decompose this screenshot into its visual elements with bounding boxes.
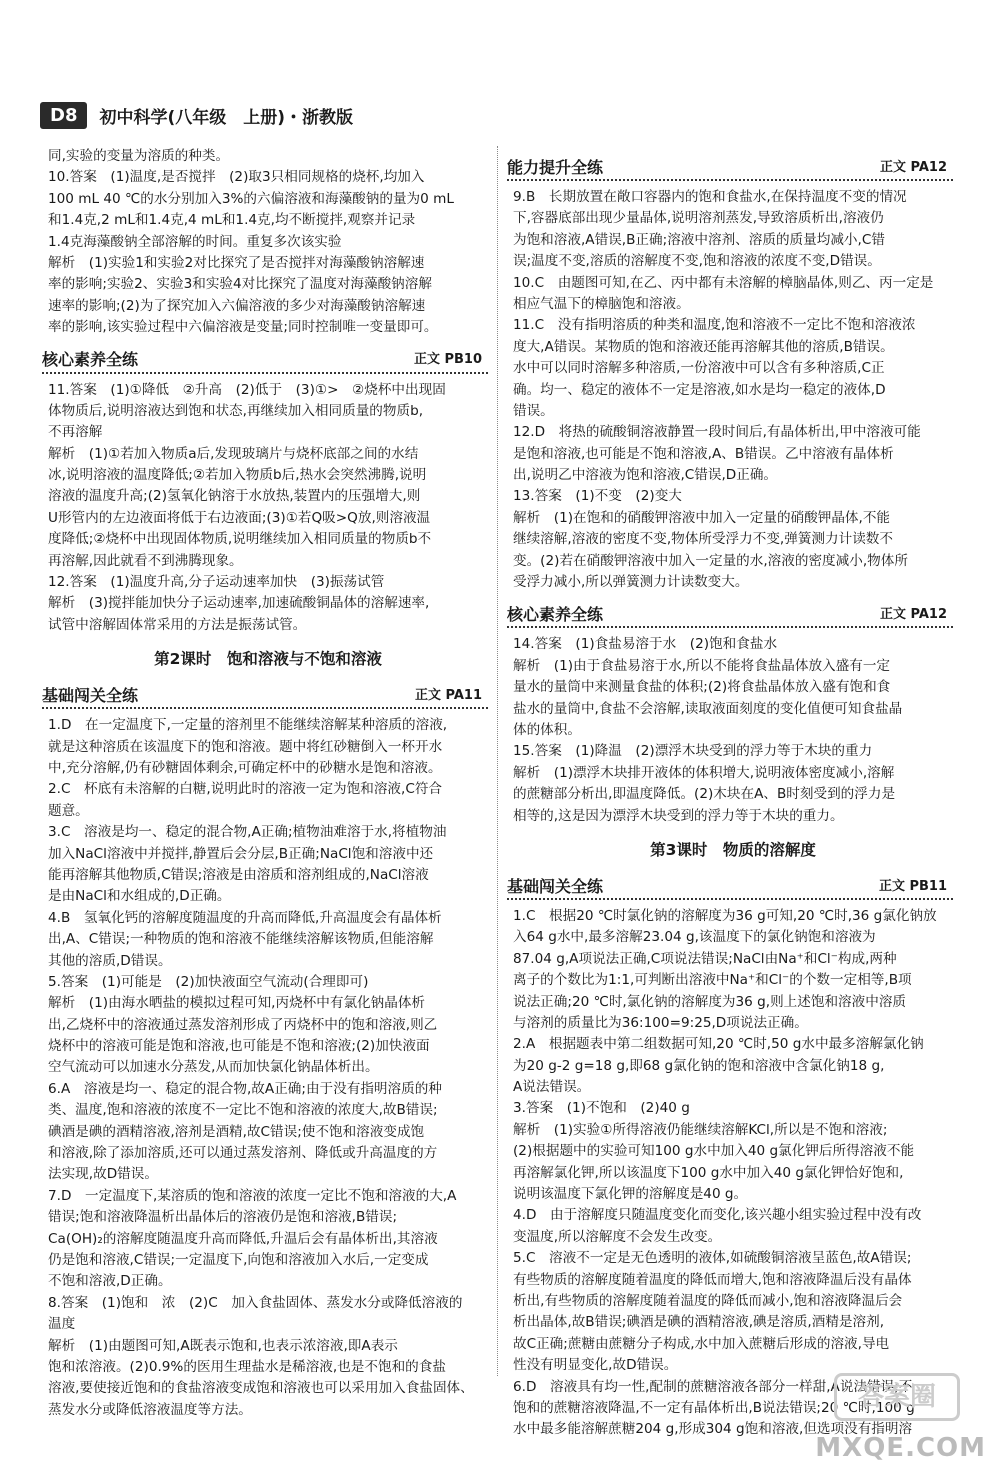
text-line: 空气流动可以加速水分蒸发,从而加快氯化钠晶体析出。 bbox=[48, 1059, 379, 1076]
text-line: 不再溶解 bbox=[48, 424, 103, 441]
section-heading bbox=[507, 599, 953, 628]
text-line: 入64 g水中,最多溶解23.04 g,该温度下的氯化钠饱和溶液为 bbox=[513, 929, 876, 946]
text-line: 8.答案 (1)饱和 浓 (2)C 加入食盐固体、蒸发水分或降低溶液的 bbox=[48, 1294, 463, 1311]
lesson-title: 第3课时 物质的溶解度 bbox=[650, 840, 816, 859]
text-line: 速率的影响;(2)为了探究加入六偏溶液的多少对海藻酸钠溶解速 bbox=[48, 297, 426, 314]
text-line: 为饱和溶液,A错误,B正确;溶液中溶剂、溶质的质量均减小,C错 bbox=[513, 231, 885, 248]
text-line: 是饱和溶液,也可能是不饱和溶液,A、B错误。乙中溶液有晶体析 bbox=[513, 445, 894, 462]
section-title: 核心素养全练 bbox=[42, 350, 139, 370]
text-line: 饱和浓溶液。(2)0.9%的医用生理盐水是稀溶液,也是不饱和的食盐 bbox=[48, 1358, 446, 1375]
text-line: 的蔗糖部分析出,即温度降低。(2)木块在A、B时刻受到的浮力是 bbox=[513, 786, 896, 803]
text-line: 盐水的量筒中,食盐不会溶解,读取液面刻度的变化值便可知食盐晶 bbox=[513, 700, 903, 717]
text-line: 量水的量筒中来测量食盐的体积;(2)将食盐晶体放入盛有饱和食 bbox=[513, 679, 891, 696]
text-line: 2.A 根据题表中第二组数据可知,20 ℃时,50 g水中最多溶解氯化钠 bbox=[513, 1036, 924, 1053]
section-title: 能力提升全练 bbox=[507, 157, 604, 177]
right-column bbox=[507, 146, 953, 1441]
text-line: 解析 (1)由于食盐易溶于水,所以不能将食盐晶体放入盛有一定 bbox=[513, 657, 891, 674]
watermark-url: MXQE.COM bbox=[815, 1433, 986, 1463]
text-line: 温度 bbox=[48, 1316, 76, 1333]
text-line: 溶液的温度升高;(2)氢氧化钠溶于水放热,装置内的压强增大,则 bbox=[48, 488, 421, 505]
text-line: 水中可以同时溶解多种溶质,一份溶液中可以含有多种溶质,C正 bbox=[513, 360, 885, 377]
text-line: 15.答案 (1)降温 (2)漂浮木块受到的浮力等于木块的重力 bbox=[513, 743, 873, 760]
text-line: 变温度,所以溶解度不会发生改变。 bbox=[513, 1228, 722, 1245]
text-line: 10.C 由题图可知,在乙、丙中都有未溶解的樟脑晶体,则乙、丙一定是 bbox=[513, 274, 934, 291]
text-line: 误;温度不变,溶质的溶解度不变,饱和溶液的浓度不变,D错误。 bbox=[513, 253, 881, 270]
column-divider bbox=[497, 146, 498, 1376]
text-line: 受浮力减小,所以弹簧测力计读数变大。 bbox=[513, 574, 749, 591]
text-line: 4.D 由于溶解度只随温度变化而变化,该兴趣小组实验过程中没有改 bbox=[513, 1207, 922, 1224]
text-line: 解析 (1)①若加入物质a后,发现玻璃片与烧杯底部之间的水结 bbox=[48, 445, 419, 462]
text-line: 3.C 溶液是均一、稳定的混合物,A正确;植物油难溶于水,将植物油 bbox=[48, 824, 447, 841]
text-line: 5.答案 (1)可能是 (2)加快液面空气流动(合理即可) bbox=[48, 973, 369, 990]
text-line: 说明该温度下氯化钾的溶解度是40 g。 bbox=[513, 1186, 748, 1203]
text-line: 试管中溶解固体常采用的方法是振荡试管。 bbox=[48, 616, 307, 633]
text-line: 和1.4克,2 mL和1.4克,4 mL和1.4克,均不断搅拌,观察并记录 bbox=[48, 212, 416, 229]
section-heading bbox=[507, 152, 953, 181]
text-line: 4.B 氢氧化钙的溶解度随温度的升高而降低,升高温度会有晶体析 bbox=[48, 909, 442, 926]
text-line: 饱和的蔗糖溶液降温,不一定有晶体析出,B说法错误;20 ℃时,100 g bbox=[513, 1399, 915, 1416]
text-line: 2.C 杯底有未溶解的白糖,说明此时的溶液一定为饱和溶液,C符合 bbox=[48, 781, 443, 798]
text-line: 冰,说明溶液的温度降低;②若加入物质b后,热水会突然沸腾,说明 bbox=[48, 467, 427, 484]
text-line: 10.答案 (1)温度,是否搅拌 (2)取3只相同规格的烧杯,均加入 bbox=[48, 169, 425, 186]
section-heading bbox=[507, 871, 953, 900]
text-line: 故C正确;蔗糖由蔗糖分子构成,水中加入蔗糖后形成的溶液,导电 bbox=[513, 1335, 890, 1352]
text-line: (2)根据题中的实验可知100 g水中加入40 g氯化钾后所得溶液不能 bbox=[513, 1143, 915, 1160]
text-line: 相应气温下的樟脑饱和溶液。 bbox=[513, 295, 690, 312]
text-line: 为20 g-2 g=18 g,即68 g氯化钠的饱和溶液中含氯化钠18 g, bbox=[513, 1057, 885, 1074]
text-line: 错误;饱和溶液降温析出晶体后的溶液仍是饱和溶液,B错误; bbox=[48, 1209, 398, 1226]
text-line: 不饱和溶液,D正确。 bbox=[48, 1273, 172, 1290]
text-line: 6.D 溶液具有均一性,配制的蔗糖溶液各部分一样甜,A说法错误;不 bbox=[513, 1378, 913, 1395]
text-line: 题意。 bbox=[48, 802, 89, 819]
text-line: 1.C 根据20 ℃时氯化钠的溶解度为36 g可知,20 ℃时,36 g氯化钠放 bbox=[513, 907, 937, 924]
text-line: 相等的,这是因为漂浮木块受到的浮力等于木块的重力。 bbox=[513, 807, 844, 824]
text-line: 100 mL 40 ℃的水分别加入3%的六偏溶液和海藻酸钠的量为0 mL bbox=[48, 190, 454, 207]
text-line: 出,A、C错误;一种物质的饱和溶液不能继续溶解该物质,但能溶解 bbox=[48, 931, 434, 948]
text-line: 解析 (1)由海水晒盐的模拟过程可知,丙烧杯中有氯化钠晶体析 bbox=[48, 995, 426, 1012]
text-line: 7.D 一定温度下,某溶质的饱和溶液的浓度一定比不饱和溶液的大,A bbox=[48, 1187, 457, 1204]
text-line: 法实现,故D错误。 bbox=[48, 1166, 158, 1183]
text-line: 水中最多能溶解蔗糖204 g,形成304 g饱和溶液,但选项没有指明溶 bbox=[513, 1421, 913, 1438]
section-title: 核心素养全练 bbox=[507, 605, 604, 625]
text-line: 变。(2)若在硝酸钾溶液中加入一定量的水,溶液的密度减小,物体所 bbox=[513, 552, 908, 569]
text-line: 加入NaCl溶液中并搅拌,静置后会分层,B正确;NaCl饱和溶液中还 bbox=[48, 845, 434, 862]
lesson-title: 第2课时 饱和溶液与不饱和溶液 bbox=[154, 650, 382, 669]
section-title: 基础闯关全练 bbox=[42, 685, 139, 705]
text-line: 溶液,要使接近饱和的食盐溶液变成饱和溶液也可以采用加入食盐固体、 bbox=[48, 1380, 474, 1397]
watermark-badge: 答案圈 bbox=[834, 1373, 960, 1421]
text-line: U形管内的左边液面将低于右边液面;(3)①若Q吸>Q放,则溶液温 bbox=[48, 509, 431, 526]
text-line: 解析 (1)在饱和的硝酸钾溶液中加入一定量的硝酸钾晶体,不能 bbox=[513, 509, 891, 526]
text-line: 解析 (1)实验①所得溶液仍能继续溶解KCl,所以是不饱和溶液; bbox=[513, 1121, 888, 1138]
text-line: 11.C 没有指明溶质的种类和温度,饱和溶液不一定比不饱和溶液浓 bbox=[513, 317, 916, 334]
text-line: 12.D 将热的硫酸铜溶液静置一段时间后,有晶体析出,甲中溶液可能 bbox=[513, 424, 921, 441]
section-page-ref: 正文 PA11 bbox=[414, 687, 482, 703]
section-page-ref: 正文 PA12 bbox=[879, 607, 947, 623]
text-line: 性没有明显变化,故D错误。 bbox=[513, 1357, 678, 1374]
text-line: 与溶剂的质量比为36:100=9:25,D项说法正确。 bbox=[513, 1014, 808, 1031]
text-line: 9.B 长期放置在敞口容器内的饱和食盐水,在保持温度不变的情况 bbox=[513, 189, 907, 205]
section-page-ref: 正文 PB11 bbox=[878, 878, 947, 894]
text-line: 体的体积。 bbox=[513, 721, 581, 738]
section-heading bbox=[42, 345, 488, 374]
text-line: 再溶解,因此就看不到沸腾现象。 bbox=[48, 552, 243, 569]
text-line: 87.04 g,A项说法正确,C项说法错误;NaCl由Na⁺和Cl⁻构成,两种 bbox=[513, 950, 897, 967]
section-heading bbox=[42, 680, 488, 709]
text-line: 错误。 bbox=[513, 402, 554, 419]
text-line: Ca(OH)₂的溶解度随温度升高而降低,升温后会有晶体析出,其溶液 bbox=[48, 1230, 438, 1247]
text-line: 继续溶解,溶液的密度不变,物体所受浮力不变,弹簧测力计读数不 bbox=[513, 531, 893, 548]
text-line: 度降低;②烧杯中出现固体物质,说明继续加入相同质量的物质b不 bbox=[48, 531, 432, 548]
text-line: 中,充分溶解,仍有砂糖固体剩余,可确定杯中的砂糖水是饱和溶液。 bbox=[48, 759, 442, 776]
text-line: 解析 (3)搅拌能加快分子运动速率,加速硫酸铜晶体的溶解速率, bbox=[48, 595, 430, 612]
text-line: 其他的溶质,D错误。 bbox=[48, 952, 172, 969]
text-line: 烧杯中的溶液可能是饱和溶液,也可能是不饱和溶液;(2)加快液面 bbox=[48, 1038, 430, 1055]
text-line: 离子的个数比为1:1,可判断出溶液中Na⁺和Cl⁻的个数一定相等,B项 bbox=[513, 972, 912, 989]
text-line: 再溶解氯化钾,所以该温度下100 g水中加入40 g氯化钾恰好饱和, bbox=[513, 1164, 904, 1181]
text-line: 类、温度,饱和溶液的浓度不一定比不饱和溶液的浓度大,故B错误; bbox=[48, 1102, 438, 1119]
text-line: 3.答案 (1)不饱和 (2)40 g bbox=[513, 1100, 690, 1117]
text-line: 解析 (1)由题图可知,A既表示饱和,也表示浓溶液,即A表示 bbox=[48, 1337, 398, 1354]
text-line: 蒸发水分或降低溶液温度等方法。 bbox=[48, 1401, 252, 1418]
text-line: 同,实验的变量为溶质的种类。 bbox=[48, 148, 230, 164]
text-line: 出,乙烧杯中的溶液通过蒸发溶剂形成了丙烧杯中的饱和溶液,则乙 bbox=[48, 1016, 438, 1033]
section-page-ref: 正文 PA12 bbox=[879, 159, 947, 175]
text-line: 是由NaCl和水组成的,D正确。 bbox=[48, 888, 231, 905]
section-page-ref: 正文 PB10 bbox=[413, 352, 482, 368]
text-line: 和溶液,除了添加溶质,还可以通过蒸发溶剂、降低或升高温度的方 bbox=[48, 1145, 438, 1162]
text-line: 率的影响,该实验过程中六偏溶液是变量;同时控制唯一变量即可。 bbox=[48, 319, 438, 336]
text-line: 碘酒是碘的酒精溶液,溶剂是酒精,故C错误;使不饱和溶液变成饱 bbox=[48, 1123, 425, 1140]
text-line: 析出晶体,故B错误;碘酒是碘的酒精溶液,碘是溶质,酒精是溶剂, bbox=[513, 1314, 885, 1331]
text-line: 解析 (1)实验1和实验2对比探究了是否搅拌对海藻酸钠溶解速 bbox=[48, 254, 425, 271]
text-line: 出,说明乙中溶液为饱和溶液,C错误,D正确。 bbox=[513, 467, 778, 484]
text-line: 14.答案 (1)食盐易溶于水 (2)饱和食盐水 bbox=[513, 636, 778, 653]
book-title: 初中科学(八年级 上册)・浙教版 bbox=[99, 107, 354, 128]
text-line: 能再溶解其他物质,C错误;溶液是由溶质和溶剂组成的,NaCl溶液 bbox=[48, 866, 429, 883]
page-header bbox=[40, 100, 353, 130]
text-line: 解析 (1)漂浮木块排开液体的体积增大,说明液体密度减小,溶解 bbox=[513, 764, 895, 781]
text-line: 5.C 溶液不一定是无色透明的液体,如硫酸铜溶液呈蓝色,故A错误; bbox=[513, 1250, 912, 1267]
text-line: 12.答案 (1)温度升高,分子运动速率加快 (3)振荡试管 bbox=[48, 574, 385, 591]
text-line: 1.4克海藻酸钠全部溶解的时间。重复多次该实验 bbox=[48, 233, 342, 250]
text-line: A说法错误。 bbox=[513, 1079, 591, 1096]
text-line: 析出,有些物质的溶解度随着温度的降低而减小,饱和溶液降温后会 bbox=[513, 1292, 903, 1309]
text-line: 确。均一、稳定的液体不一定是溶液,如水是均一稳定的液体,D bbox=[513, 381, 886, 398]
text-line: 有些物质的溶解度随着温度的降低而增大,饱和溶液降温后没有晶体 bbox=[513, 1271, 912, 1288]
text-line: 度大,A错误。某物质的饱和溶液还能再溶解其他的溶质,B错误。 bbox=[513, 338, 894, 355]
section-title: 基础闯关全练 bbox=[507, 876, 604, 896]
text-line: 下,容器底部出现少量晶体,说明溶剂蒸发,导致溶质析出,溶液仍 bbox=[513, 210, 884, 227]
text-line: 就是这种溶质在该温度下的饱和溶液。题中将红砂糖倒入一杯开水 bbox=[48, 738, 443, 755]
text-line: 率的影响;实验2、实验3和实验4对比探究了温度对海藻酸钠溶解 bbox=[48, 276, 432, 293]
page-number: D8 bbox=[40, 102, 87, 129]
text-line: 11.答案 (1)①降低 ②升高 (2)低于 (3)①> ②烧杯中出现固 bbox=[48, 381, 446, 398]
text-line: 13.答案 (1)不变 (2)变大 bbox=[513, 488, 682, 505]
text-line: 体物质后,说明溶液达到饱和状态,再继续加入相同质量的物质b, bbox=[48, 402, 424, 419]
text-line: 1.D 在一定温度下,一定量的溶剂里不能继续溶解某种溶质的溶液, bbox=[48, 717, 448, 734]
text-line: 6.A 溶液是均一、稳定的混合物,故A正确;由于没有指明溶质的种 bbox=[48, 1080, 442, 1097]
text-line: 说法正确;20 ℃时,氯化钠的溶解度为36 g,则上述饱和溶液中溶质 bbox=[513, 993, 907, 1010]
text-line: 仍是饱和溶液,C错误;一定温度下,向饱和溶液加入水后,一定变成 bbox=[48, 1251, 429, 1268]
left-column bbox=[42, 146, 488, 1421]
